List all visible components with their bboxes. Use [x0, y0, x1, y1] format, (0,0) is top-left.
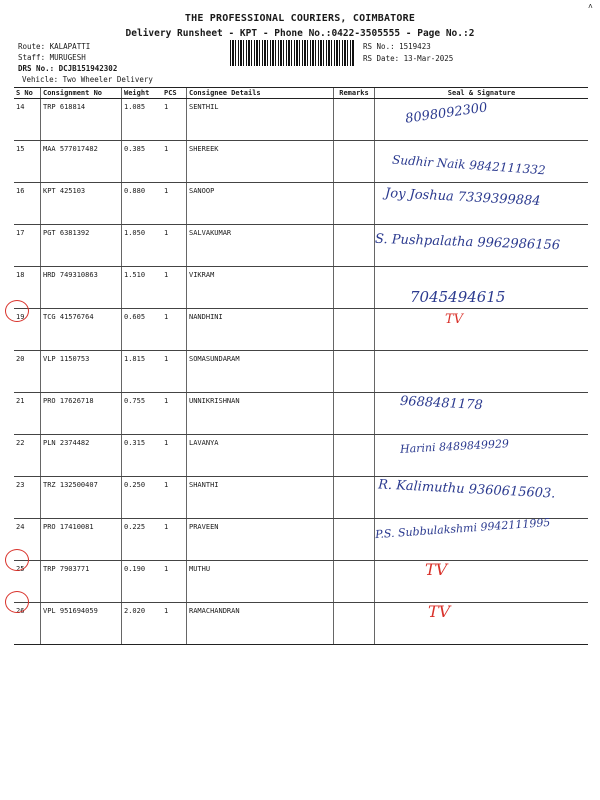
signature-row-16: Joy Joshua 7339399884 [384, 185, 541, 210]
cell-remarks [334, 477, 375, 519]
cell-weight: 1.510 [122, 267, 163, 309]
vehicle-text: Vehicle: Two Wheeler Delivery [22, 75, 153, 84]
cell-remarks [334, 183, 375, 225]
red-circle-row-19 [5, 300, 29, 322]
signature-row-23: R. Kalimuthu 9360615603. [377, 477, 556, 502]
drs-value: DCJB151942302 [58, 64, 118, 73]
cell-consignee: SENTHIL [187, 99, 334, 141]
cell-remarks [334, 225, 375, 267]
cell-signature [375, 561, 589, 603]
signature-row-25: TV [425, 560, 448, 579]
table-header-row [14, 88, 588, 99]
cell-weight: 0.225 [122, 519, 163, 561]
cell-consignment: PRO 17626718 [41, 393, 122, 435]
cell-consignment: MAA 577017482 [41, 141, 122, 183]
signature-row-17: S. Pushpalatha 9962986156 [374, 231, 561, 254]
cell-consignment: TRZ 132500407 [41, 477, 122, 519]
cell-consignment: PRO 17410081 [41, 519, 122, 561]
signature-row-22: Harini 8489849929 [399, 437, 510, 456]
red-circle-row-26 [5, 591, 29, 613]
cell-consignment: VPL 951694059 [41, 603, 122, 645]
table-row [14, 351, 588, 393]
table-row [14, 603, 588, 645]
route-text: Route: KALAPATTI [18, 42, 91, 51]
cell-sno: 16 [14, 183, 41, 225]
col-consignment: Consignment No [41, 88, 122, 99]
table-row [14, 309, 588, 351]
cell-consignee: MUTHU [187, 561, 334, 603]
cell-pcs: 1 [162, 141, 187, 183]
drs-number [18, 64, 117, 73]
cell-pcs: 1 [162, 603, 187, 645]
col-remarks: Remarks [334, 88, 375, 99]
signature-row-15: Sudhir Naik 9842111332 [391, 152, 546, 178]
cell-sno: 14 [14, 99, 41, 141]
signature-row-14: 8098092300 [404, 100, 489, 127]
cell-weight: 1.085 [122, 99, 163, 141]
cell-weight: 0.385 [122, 141, 163, 183]
cell-sno: 18 [14, 267, 41, 309]
staff-text: Staff: MURUGESH [18, 53, 86, 62]
cell-consignment: TCG 41576764 [41, 309, 122, 351]
signature-row-19: TV [445, 312, 464, 327]
table-row [14, 561, 588, 603]
cell-consignee: SANOOP [187, 183, 334, 225]
signature-row-26: TV [428, 602, 451, 621]
cell-sno: 22 [14, 435, 41, 477]
cell-sno: 26 [14, 603, 41, 645]
cell-remarks [334, 99, 375, 141]
rs-number: RS No.: 1519423 [363, 42, 431, 51]
cell-sno: 20 [14, 351, 41, 393]
cell-weight: 0.605 [122, 309, 163, 351]
cell-remarks [334, 141, 375, 183]
signature-row-21: 9688481178 [399, 393, 484, 414]
cell-consignment: HRD 749310863 [41, 267, 122, 309]
cell-consignment: PLN 2374482 [41, 435, 122, 477]
cell-sno: 15 [14, 141, 41, 183]
cell-consignee: PRAVEEN [187, 519, 334, 561]
cell-sno: 25 [14, 561, 41, 603]
cell-remarks [334, 393, 375, 435]
cell-weight: 0.315 [122, 435, 163, 477]
cell-weight: 2.020 [122, 603, 163, 645]
barcode-image [230, 40, 355, 66]
cell-pcs: 1 [162, 561, 187, 603]
cell-pcs: 1 [162, 225, 187, 267]
cell-remarks [334, 351, 375, 393]
cell-weight: 1.050 [122, 225, 163, 267]
document-title: THE PROFESSIONAL COURIERS, COIMBATORE [184, 13, 416, 24]
document-subtitle: Delivery Runsheet - KPT - Phone No.:0422-3505555 - Page No.:2 [125, 28, 475, 39]
cell-sno: 17 [14, 225, 41, 267]
cell-consignee: SOMASUNDARAM [187, 351, 334, 393]
col-consignee: Consignee Details [187, 88, 334, 99]
signature-row-18: 7045494615 [410, 288, 506, 306]
cell-pcs: 1 [162, 351, 187, 393]
cell-sno: 24 [14, 519, 41, 561]
cell-weight: 0.755 [122, 393, 163, 435]
red-circle-row-25 [5, 549, 29, 571]
cell-consignee: RAMACHANDRAN [187, 603, 334, 645]
cell-remarks [334, 267, 375, 309]
cell-consignee: SHANTHI [187, 477, 334, 519]
cell-sno: 19 [14, 309, 41, 351]
cell-pcs: 1 [162, 99, 187, 141]
cell-weight: 1.815 [122, 351, 163, 393]
cell-remarks [334, 561, 375, 603]
cell-pcs: 1 [162, 477, 187, 519]
cell-pcs: 1 [162, 309, 187, 351]
drs-label: DRS No.: [18, 64, 55, 73]
cell-consignee: LAVANYA [187, 435, 334, 477]
cell-pcs: 1 [162, 393, 187, 435]
table-row [14, 393, 588, 435]
cell-signature [375, 603, 589, 645]
cell-weight: 0.250 [122, 477, 163, 519]
cell-remarks [334, 603, 375, 645]
cell-consignment: TRP 618814 [41, 99, 122, 141]
cell-signature [375, 309, 589, 351]
cell-sno: 23 [14, 477, 41, 519]
cell-weight: 0.880 [122, 183, 163, 225]
cell-consignee: NANDHINI [187, 309, 334, 351]
cell-pcs: 1 [162, 183, 187, 225]
table-row [14, 99, 588, 141]
cell-remarks [334, 309, 375, 351]
cell-pcs: 1 [162, 519, 187, 561]
col-weight: Weight [122, 88, 163, 99]
cell-remarks [334, 519, 375, 561]
signature-row-24: P.S. Subbulakshmi 9942111995 [374, 515, 551, 542]
cell-consignee: SHEREEK [187, 141, 334, 183]
cell-pcs: 1 [162, 435, 187, 477]
cell-consignee: UNNIKRISHNAN [187, 393, 334, 435]
cell-consignee: VIKRAM [187, 267, 334, 309]
col-pcs: PCS [162, 88, 187, 99]
cell-pcs: 1 [162, 267, 187, 309]
rs-date: RS Date: 13-Mar-2025 [363, 54, 454, 63]
cell-sno: 21 [14, 393, 41, 435]
cell-consignment: PGT 6381392 [41, 225, 122, 267]
cell-consignment: TRP 7903771 [41, 561, 122, 603]
col-sno: S No [14, 88, 41, 99]
cell-consignment: VLP 1150753 [41, 351, 122, 393]
cell-remarks [334, 435, 375, 477]
corner-mark: ˄ [588, 2, 593, 11]
cell-weight: 0.190 [122, 561, 163, 603]
cell-signature [375, 351, 589, 393]
col-signature: Seal & Signature [375, 88, 589, 99]
cell-consignment: KPT 425103 [41, 183, 122, 225]
cell-consignee: SALVAKUMAR [187, 225, 334, 267]
